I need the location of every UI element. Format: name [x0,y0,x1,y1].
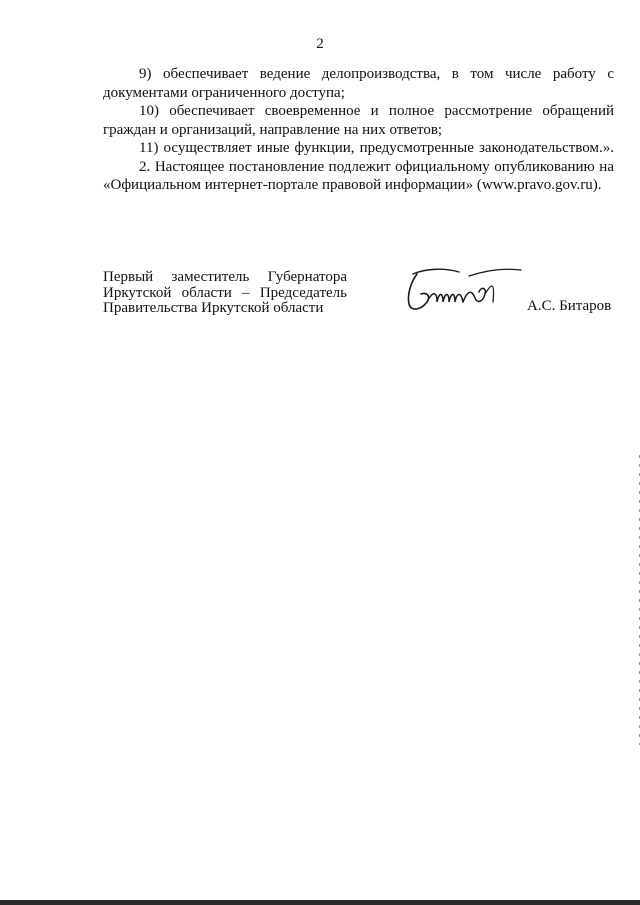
paragraph-item-9: 9) обеспечивает ведение делопроизводства, в том числе работу с документами ограниченного доступа; [103,66,614,101]
signatory-position-line: Правительства Иркутской области [103,300,324,316]
signatory-position [103,270,347,317]
paragraph-item-10: 10) обеспечивает своевременное и полное рассмотрение обращений граждан и организаций, направление на них ответов; [103,103,614,138]
signatory-position-line: Первый заместитель Губернатора [103,269,347,285]
signer-name: А.С. Битаров [527,298,612,314]
page-number: 2 [316,36,324,52]
scan-bottom-edge [0,900,640,905]
paragraph-item-11: 11) осуществляет иные функции, предусмотренные законодательством.». [139,140,614,156]
signatory-position-line: Иркутской области – Председатель [103,284,347,301]
document-body [103,65,614,195]
handwritten-signature [397,262,527,322]
paragraph-publication: 2. Настоящее постановление подлежит официальному опубликованию на «Официальном интернет-портале правовой информации» (www.pravo.gov.ru). [103,158,614,193]
